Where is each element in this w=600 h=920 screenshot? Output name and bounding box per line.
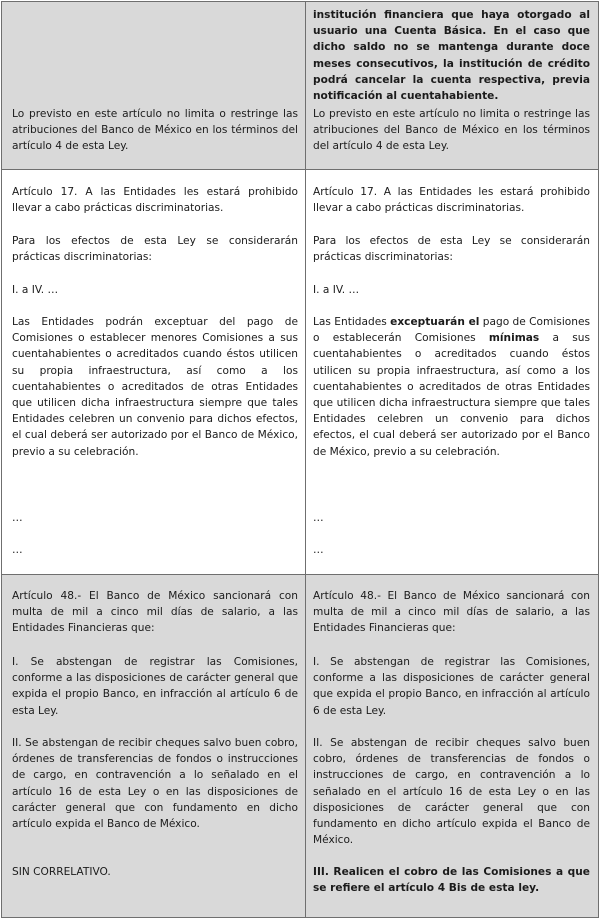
- paragraph-ellipsis: …: [12, 512, 23, 524]
- paragraph-fraction-iii: [313, 864, 590, 896]
- bold-new-fraction: III. Realicen el cobro de las Comisiones a que se refiere el artículo 4 Bis de esta ley.: [313, 866, 590, 895]
- text-segment: pago de Comisiones o establecerán Comisiones: [313, 316, 590, 345]
- paragraph-bold-amendment: [313, 7, 590, 104]
- cell-proposed-reform: [306, 170, 599, 574]
- paragraph-limit-clause: Lo previsto en este artículo no limita o restringe las atribuciones del Banco de México en los términos del artículo 4 de esta Ley.: [12, 108, 298, 153]
- cell-current-law: [1, 170, 306, 574]
- paragraph-article-17: Artículo 17. A las Entidades les estará prohibido llevar a cabo prácticas discriminatorias.: [12, 186, 298, 215]
- paragraph-ellipsis: …: [12, 544, 23, 556]
- paragraph-article-17: Artículo 17. A las Entidades les estará prohibido llevar a cabo prácticas discriminatorias.: [313, 186, 590, 215]
- paragraph-article-48: Artículo 48.- El Banco de México sancionará con multa de mil a cinco mil días de salario, a las Entidades Financieras que:: [12, 590, 298, 635]
- bold-change: exceptuarán el: [390, 316, 480, 328]
- paragraph-limit-clause: Lo previsto en este artículo no limita o restringe las atribuciones del Banco de México en los términos del artículo 4 de esta Ley.: [313, 108, 590, 153]
- paragraph-exceptions: [313, 314, 590, 460]
- column-divider: [305, 575, 306, 918]
- paragraph-definitions: Para los efectos de esta Ley se considerarán prácticas discriminatorias:: [313, 235, 590, 264]
- paragraph-fraction-i: I. Se abstengan de registrar las Comisiones, conforme a las disposiciones de carácter general que expida el propio Banco, en infracción al artículo 6 de esta Ley.: [313, 656, 590, 717]
- cell-proposed-reform: [306, 575, 599, 918]
- paragraph-exceptions: Las Entidades podrán exceptuar del pago de Comisiones o establecer menores Comisiones a sus cuentahabientes o acreditados cuando éstos utilicen su propia infraestructura, así como a los cuentahabientes o acreditados de otras Entidades que utilicen dicha infraestructura siempre que tales Entidades celebren un convenio para dichos efectos, el cual deberá ser autorizado por el Banco de México, previo a su celebración.: [12, 316, 298, 458]
- paragraph-fraction-i: I. Se abstengan de registrar las Comisiones, conforme a las disposiciones de carácter general que expida el propio Banco, en infracción al artículo 6 de esta Ley.: [12, 656, 298, 717]
- paragraph-fractions: I. a IV. …: [313, 284, 360, 296]
- paragraph-no-correlative: SIN CORRELATIVO.: [12, 866, 111, 878]
- column-divider: [305, 1, 306, 169]
- paragraph-ellipsis: …: [313, 512, 324, 524]
- bold-amendment-text: institución financiera que haya otorgado al usuario una Cuenta Básica. En el caso que dicho saldo no se mantenga durante doce meses consecutivos, la institución de crédito podrá cancelar la cuenta respectiva, previa notificación al cuentahabiente.: [313, 9, 590, 103]
- cell-current-law: [1, 575, 306, 918]
- paragraph-definitions: Para los efectos de esta Ley se considerarán prácticas discriminatorias:: [12, 235, 298, 264]
- paragraph-ellipsis: …: [313, 544, 324, 556]
- bold-change: mínimas: [488, 332, 540, 345]
- text-segment: a sus cuentahabientes o acreditados cuando éstos utilicen su propia infraestructura, así como a los cuentahabientes o acreditados de otras Entidades que utilicen dicha infraestructura siempre que tales Entidades celebren un convenio para dichos efectos, el cual deberá ser autorizado por el Banco de México, previo a su celebración.: [313, 332, 590, 458]
- paragraph-fraction-ii: II. Se abstengan de recibir cheques salvo buen cobro, órdenes de transferencias de fondos o instrucciones de cargo, en contravención a lo señalado en el artículo 16 de esta Ley o en las disposiciones de carácter general que con fundamento en dicho artículo expida el Banco de México.: [12, 737, 298, 831]
- cell-current-law: [1, 1, 306, 169]
- comparative-law-table: [1, 1, 599, 918]
- table-row-article-48: [1, 575, 599, 918]
- cell-proposed-reform: [306, 1, 599, 169]
- text-segment: Las Entidades: [313, 316, 391, 328]
- table-row-article-17: [1, 170, 599, 574]
- paragraph-fraction-ii: II. Se abstengan de recibir cheques salvo buen cobro, órdenes de transferencias de fondos o instrucciones de cargo, en contravención a lo señalado en el artículo 16 de esta Ley o en las disposiciones de carácter general que con fundamento en dicho artículo expida el Banco de México.: [313, 737, 590, 847]
- paragraph-fractions: I. a IV. …: [12, 284, 59, 296]
- table-row-article-end: [1, 1, 599, 169]
- column-divider: [305, 170, 306, 574]
- paragraph-article-48: Artículo 48.- El Banco de México sancionará con multa de mil a cinco mil días de salario, a las Entidades Financieras que:: [313, 590, 590, 635]
